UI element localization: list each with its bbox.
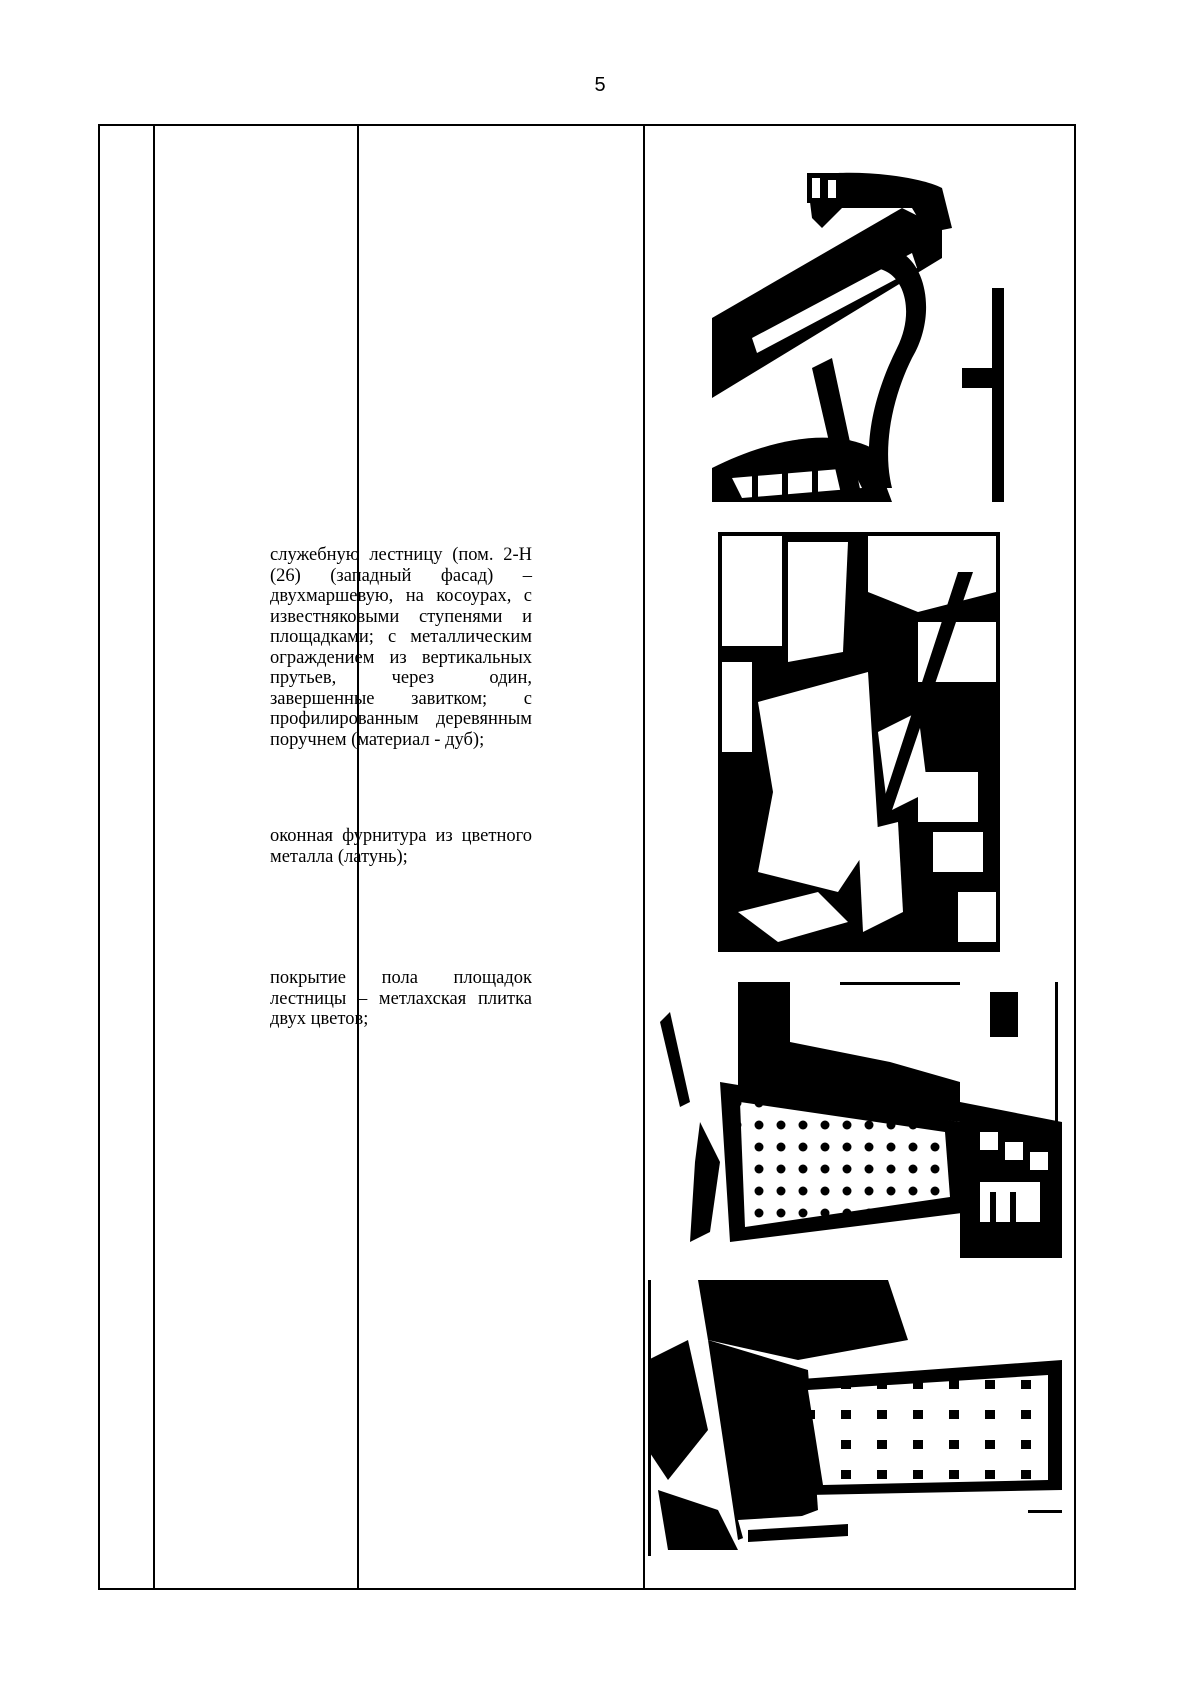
description-staircase <box>270 545 532 750</box>
description-text: оконная фурнитура из цветного металла (латунь); <box>270 826 532 867</box>
description-floor-tiles <box>270 968 532 1030</box>
description-window-hardware <box>270 826 532 867</box>
service-staircase-photo <box>718 532 1000 952</box>
tiled-landing-photo <box>660 982 1062 1258</box>
tiled-floor-photo <box>648 1280 1062 1556</box>
page-number: 5 <box>594 74 606 96</box>
description-text: покрытие пола площадок лестницы – метлахская плитка двух цветов; <box>270 968 532 1029</box>
description-text: служебную лестницу (пом. 2-Н (26) (западный фасад) – двухмаршевую, на косоурах, с известняковыми ступенями и площадками; с металлическим ограждением из вертикальных прутьев, через один, завершенные завитком; с профилированным деревянным поручнем (материал - дуб); <box>270 545 532 750</box>
staircase-railing-photo <box>712 168 1004 502</box>
column-divider <box>153 126 155 1588</box>
column-divider <box>643 126 645 1588</box>
